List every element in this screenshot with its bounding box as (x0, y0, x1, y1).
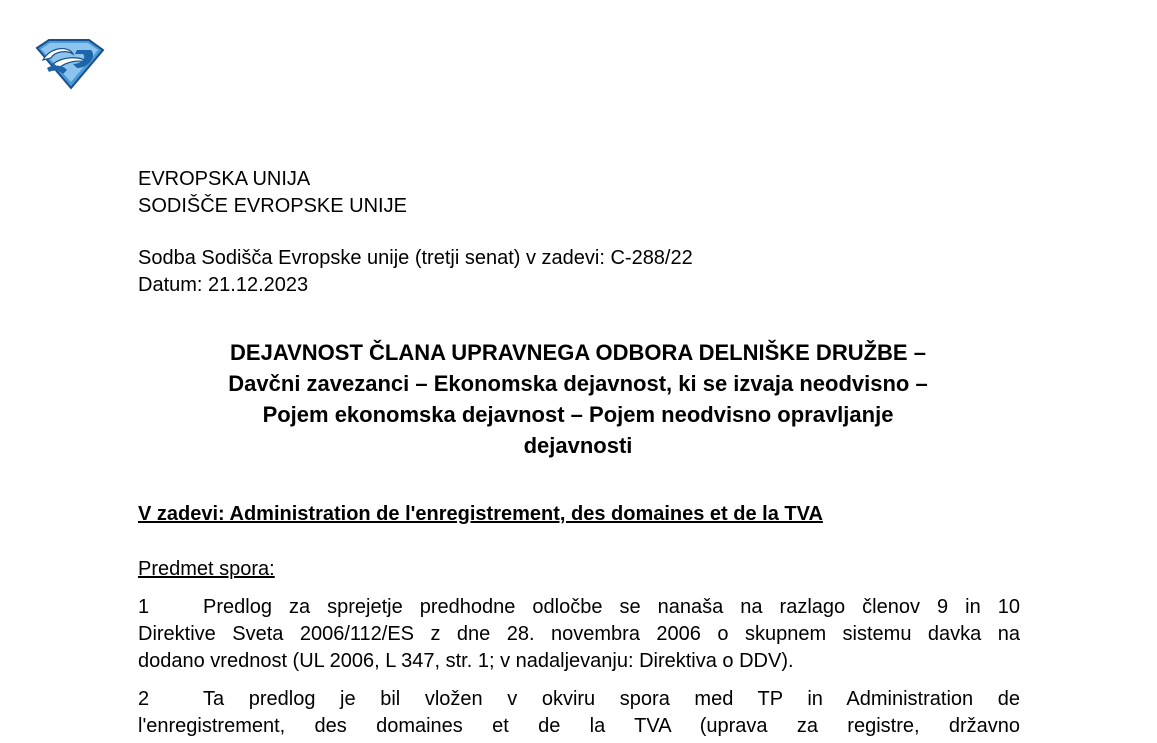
paragraph-line: l'enregistrement, des domaines et de la TVA (uprava za registre, državno (138, 715, 1020, 737)
paragraph-line: Direktive Sveta 2006/112/ES z dne 28. novembra 2006 o skupnem sistemu davka na (138, 623, 1020, 645)
title-line-3: Pojem ekonomska dejavnost – Pojem neodvisno opravljanje (262, 402, 894, 427)
title-line-2: Davčni zavezanci – Ekonomska dejavnost, ki se izvaja neodvisno – (228, 371, 928, 396)
court-logo-icon (33, 38, 105, 90)
paragraph-2 (138, 686, 1020, 740)
paragraph-line: Ta predlog je bil vložen v okviru spora med TP in Administration de (203, 688, 1020, 710)
paragraph-number: 2 (138, 688, 150, 710)
title-line-4: dejavnosti (523, 433, 633, 458)
judgment-line: Sodba Sodišča Evropske unije (tretji senat) v zadevi: C-288/22 (138, 247, 693, 269)
paragraph-line: Predlog za sprejetje predhodne odločbe se nanaša na razlago členov 9 in 10 (203, 596, 1020, 618)
title-line-1: DEJAVNOST ČLANA UPRAVNEGA ODBORA DELNIŠKE DRUŽBE – (230, 340, 926, 365)
case-heading: V zadevi: Administration de l'enregistrement, des domaines et de la TVA (138, 503, 823, 525)
document-title (138, 337, 1018, 461)
paragraph-line: dodano vrednost (UL 2006, L 347, str. 1; v nadaljevanju: Direktiva o DDV). (138, 650, 794, 672)
union-name: EVROPSKA UNIJA (138, 168, 311, 190)
judgment-date: Datum: 21.12.2023 (138, 274, 309, 296)
court-name: SODIŠČE EVROPSKE UNIJE (138, 195, 407, 217)
subject-heading: Predmet spora: (138, 558, 275, 580)
paragraph-number: 1 (138, 596, 150, 618)
paragraph-1 (138, 594, 1020, 675)
